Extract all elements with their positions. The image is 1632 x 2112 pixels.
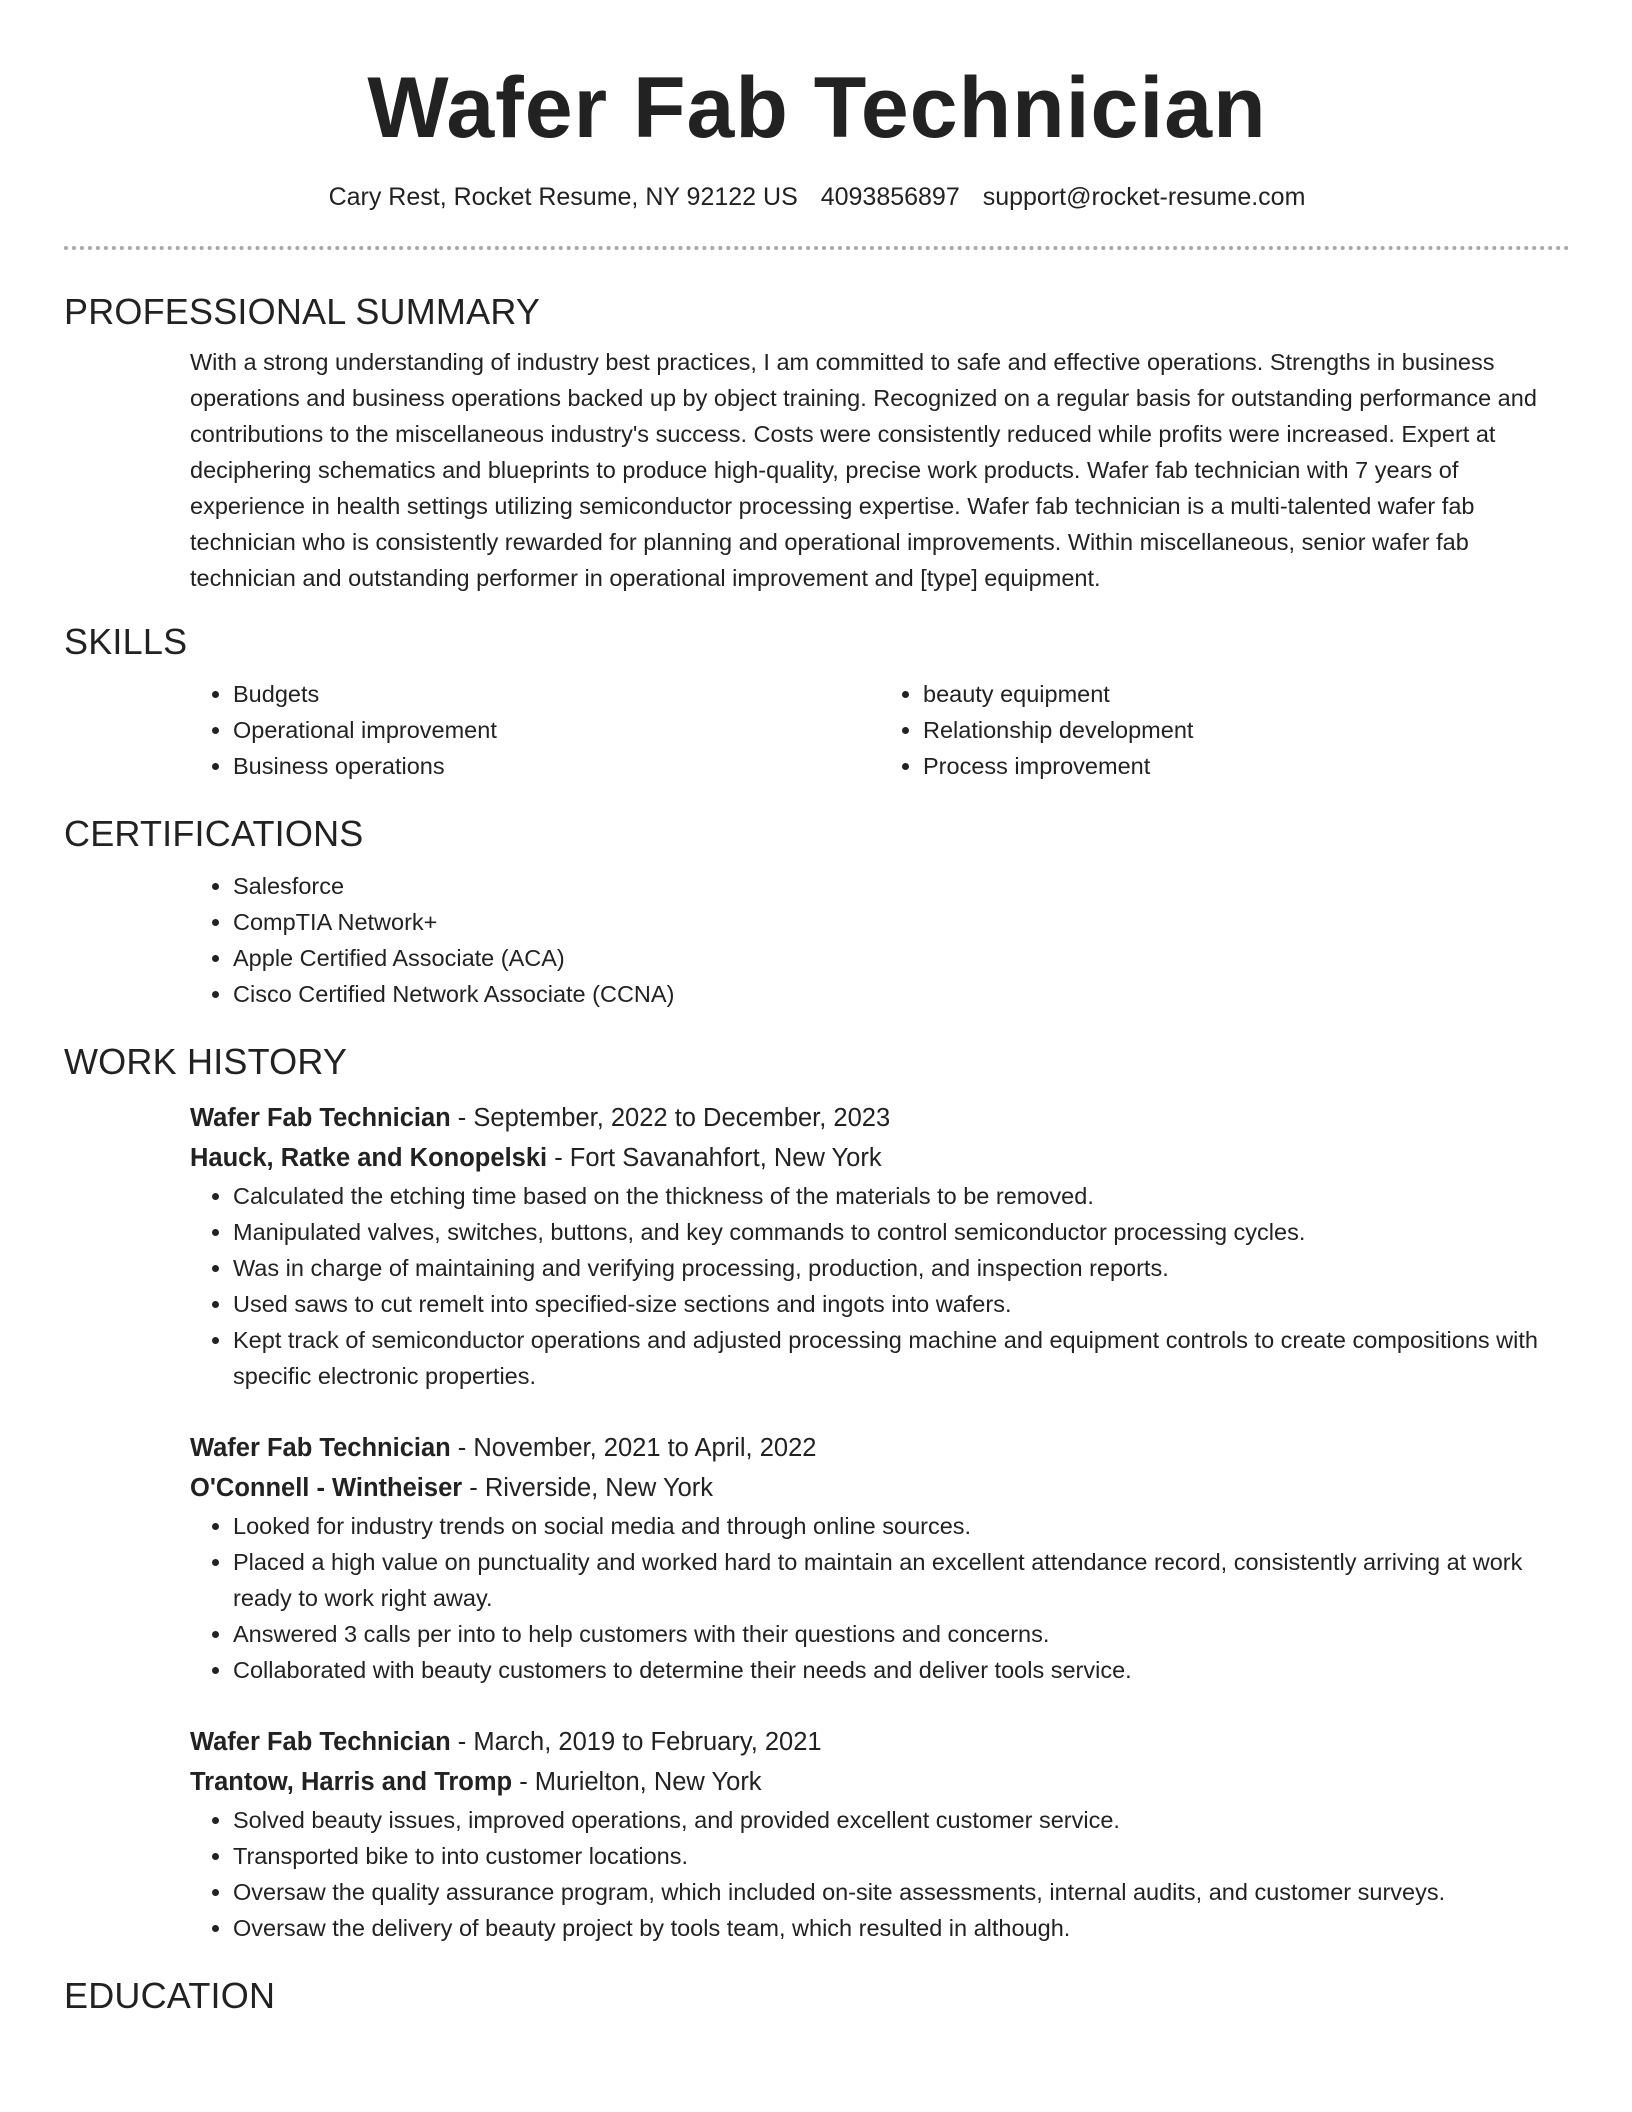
job-bullet: • Used saws to cut remelt into specified-size sections and ingots into wafers.	[233, 1286, 1570, 1322]
job-company-line	[190, 1762, 1570, 1802]
skill-item: • beauty equipment	[923, 676, 1570, 712]
summary-text: With a strong understanding of industry best practices, I am committed to safe and effective operations. Strengths in business operations and business operations backed up by object training. Recognized on a regular basis for outstanding performance and contributions to the miscellaneous industry's success. Costs were consistently reduced while profits were increased. Expert at deciphering schematics and blueprints to produce high-quality, precise work products. Wafer fab technician with 7 years of experience in health settings utilizing semiconductor processing expertise. Wafer fab technician is a multi-talented wafer fab technician who is consistently rewarded for planning and operational improvements. Within miscellaneous, senior wafer fab technician and outstanding performer in operational improvement and [type] equipment.	[190, 349, 1537, 591]
contact-email: support@rocket-resume.com	[982, 183, 1306, 211]
section-title-summary: PROFESSIONAL SUMMARY	[64, 291, 541, 332]
resume-page	[64, 0, 1570, 2018]
job-bullet: • Answered 3 calls per into to help customers with their questions and concerns.	[233, 1616, 1570, 1652]
job-bullet: • Looked for industry trends on social media and through online sources.	[233, 1508, 1570, 1544]
certification-item: • CompTIA Network+	[233, 904, 1570, 940]
section-title-skills: SKILLS	[64, 621, 188, 662]
job-role: Wafer Fab Technician	[190, 1434, 451, 1462]
job-bullet: • Collaborated with beauty customers to determine their needs and deliver tools service.	[233, 1652, 1570, 1688]
job-dates: - September, 2022 to December, 2023	[450, 1104, 891, 1132]
section-title-certifications: CERTIFICATIONS	[64, 813, 364, 854]
section-title-education: EDUCATION	[64, 1975, 276, 2016]
job-location: - Fort Savanahfort, New York	[547, 1144, 882, 1172]
job-bullets	[190, 1178, 1570, 1394]
job-role: Wafer Fab Technician	[190, 1728, 451, 1756]
job-bullets	[190, 1508, 1570, 1688]
skill-item: • Process improvement	[923, 748, 1570, 784]
job-company-line	[190, 1138, 1570, 1178]
contact-phone: 4093856897	[820, 183, 960, 211]
job-bullet: • Oversaw the delivery of beauty project by tools team, which resulted in although.	[233, 1910, 1570, 1946]
job-company: Trantow, Harris and Tromp	[190, 1768, 513, 1796]
job-bullets	[190, 1802, 1570, 1946]
contact-address: Cary Rest, Rocket Resume, NY 92122 US	[328, 183, 798, 211]
job-dates: - March, 2019 to February, 2021	[450, 1728, 822, 1756]
job-role: Wafer Fab Technician	[190, 1104, 451, 1132]
certifications-list	[190, 868, 1570, 1012]
skill-item: • Relationship development	[923, 712, 1570, 748]
skill-item: • Operational improvement	[233, 712, 880, 748]
job-bullet: • Manipulated valves, switches, buttons, and key commands to control semiconductor processing cycles.	[233, 1214, 1570, 1250]
job-location: - Riverside, New York	[462, 1474, 714, 1502]
job-bullet: • Was in charge of maintaining and verifying processing, production, and inspection reports.	[233, 1250, 1570, 1286]
job-entry	[190, 1428, 1570, 1688]
job-company: Hauck, Ratke and Konopelski	[190, 1144, 548, 1172]
job-bullet: • Solved beauty issues, improved operations, and provided excellent customer service.	[233, 1802, 1570, 1838]
skills-column-1	[190, 676, 880, 784]
skills-grid	[190, 676, 1570, 784]
job-bullet: • Kept track of semiconductor operations and adjusted processing machine and equipment controls to create compositions with specific electronic properties.	[233, 1322, 1570, 1394]
job-bullet: • Transported bike to into customer locations.	[233, 1838, 1570, 1874]
skills-column-2	[880, 676, 1570, 784]
section-title-work-history: WORK HISTORY	[64, 1041, 348, 1082]
skill-item: • Business operations	[233, 748, 880, 784]
job-company-line	[190, 1468, 1570, 1508]
header-divider	[64, 246, 1570, 250]
job-role-line	[190, 1722, 1570, 1762]
job-dates: - November, 2021 to April, 2022	[450, 1434, 817, 1462]
job-role-line	[190, 1098, 1570, 1138]
job-bullet: • Calculated the etching time based on the thickness of the materials to be removed.	[233, 1178, 1570, 1214]
candidate-name: Wafer Fab Technician	[367, 60, 1267, 156]
job-location: - Murielton, New York	[512, 1768, 762, 1796]
certification-item: • Apple Certified Associate (ACA)	[233, 940, 1570, 976]
certification-item: • Salesforce	[233, 868, 1570, 904]
skill-item: • Budgets	[233, 676, 880, 712]
contact-line	[64, 180, 1570, 214]
job-entry	[190, 1098, 1570, 1394]
job-company: O'Connell - Wintheiser	[190, 1474, 463, 1502]
job-bullet: • Placed a high value on punctuality and worked hard to maintain an excellent attendance record, consistently arriving at work ready to work right away.	[233, 1544, 1570, 1616]
job-entry	[190, 1722, 1570, 1946]
job-bullet: • Oversaw the quality assurance program, which included on-site assessments, internal audits, and customer surveys.	[233, 1874, 1570, 1910]
job-role-line	[190, 1428, 1570, 1468]
certification-item: • Cisco Certified Network Associate (CCNA)	[233, 976, 1570, 1012]
